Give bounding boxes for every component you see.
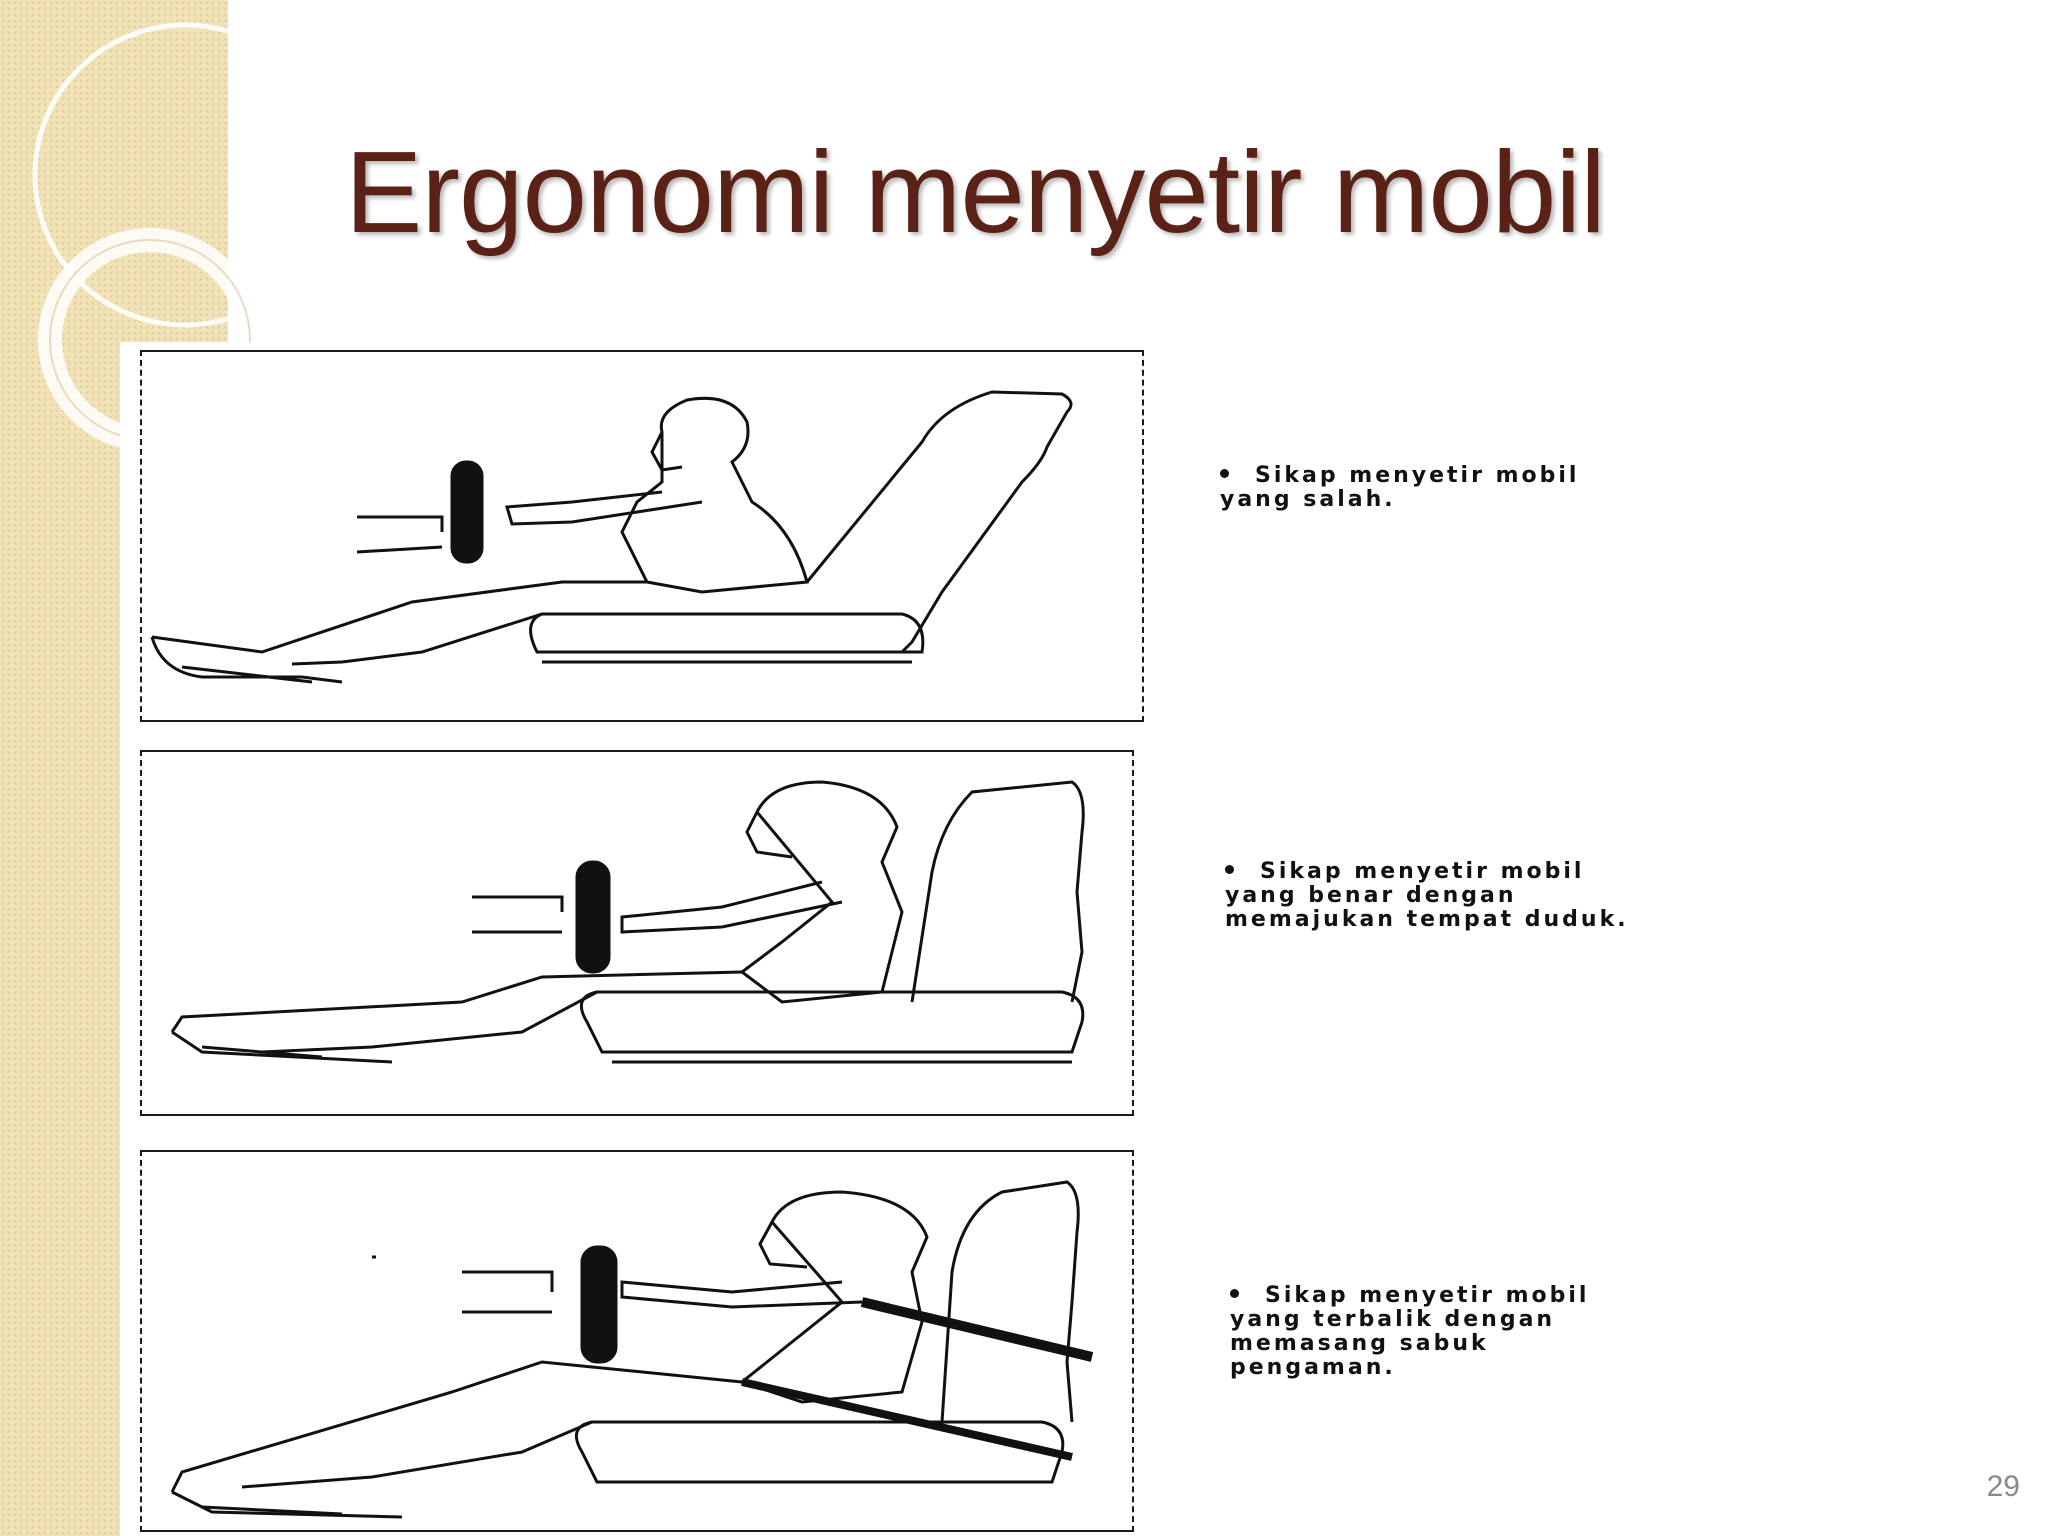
caption-wrong-seatbelt: Sikap menyetir mobil yang terbalik dengan memasang sabuk pengaman. <box>1230 1283 1590 1380</box>
page-number: 29 <box>1986 1470 2020 1503</box>
bullet-icon <box>1230 1289 1239 1298</box>
driving-posture-figure <box>120 342 1840 1536</box>
illustration-wrong-seatbelt <box>140 1150 1134 1532</box>
illustration-wrong-posture <box>140 350 1144 722</box>
caption-wrong-posture: Sikap menyetir mobil yang salah. <box>1220 463 1580 512</box>
bullet-icon <box>1225 865 1234 874</box>
illustration-correct-posture <box>140 750 1134 1116</box>
slide-title: Ergonomi menyetir mobil <box>345 127 1605 257</box>
bullet-icon <box>1220 469 1229 478</box>
caption-correct-posture: Sikap menyetir mobil yang benar dengan memajukan tempat duduk. <box>1225 859 1629 932</box>
